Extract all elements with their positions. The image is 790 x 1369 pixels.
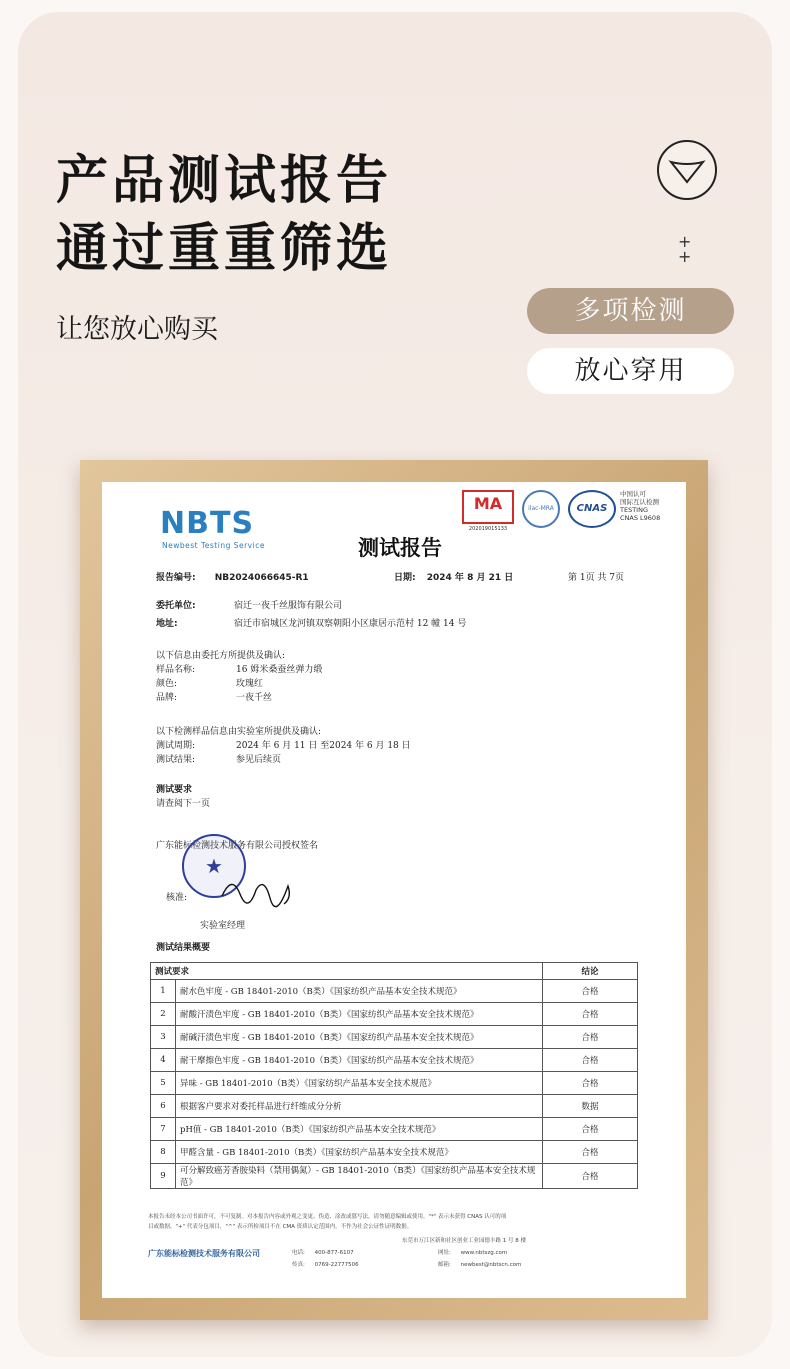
sparkle-icon: + <box>678 247 692 266</box>
approver-title: 实验室经理 <box>200 921 246 931</box>
row-conclusion: 合格 <box>543 980 638 1003</box>
cma-certification-icon: MA <box>462 490 514 524</box>
table-header-row <box>151 963 638 980</box>
row-conclusion: 合格 <box>543 1026 638 1049</box>
lab-info-intro: 以下检测样品信息由实验室所提供及确认: <box>156 727 322 737</box>
column-header-conclusion: 结论 <box>543 963 638 980</box>
footer-tel: 电话: 400-877-6107 <box>292 1250 354 1256</box>
row-conclusion: 合格 <box>543 1049 638 1072</box>
brand-row: 品牌: 一夜千丝 <box>156 693 273 703</box>
row-conclusion: 合格 <box>543 1003 638 1026</box>
footnote-line2: 目或数据，"+" 代表分包项目，"^" 表示所检项目不在 CMA 资质认定范围内，不作为社会公证性证明数据。 <box>148 1224 413 1230</box>
requirements-text: 请查阅下一页 <box>156 799 211 809</box>
client-row: 委托单位: 宿迁一夜千丝服饰有限公司 <box>156 601 343 611</box>
handwritten-signature <box>218 868 298 908</box>
table-row <box>151 1095 638 1118</box>
headline-line1: 产品测试报告 <box>56 151 393 211</box>
test-report-document <box>102 482 686 1298</box>
authorized-signature-text: 广东能标检测技术服务有限公司授权签名 <box>156 841 319 851</box>
subheadline: 让您放心购买 <box>56 314 218 345</box>
report-title: 测试报告 <box>358 536 442 560</box>
test-result-row: 测试结果: 参见后续页 <box>156 755 282 765</box>
footer-address: 东莞市万江区新和社区创业工业园德丰路 1 号 8 楼 <box>402 1238 526 1244</box>
badge-wear-assured: 放心穿用 <box>527 348 734 394</box>
row-conclusion: 数据 <box>543 1095 638 1118</box>
row-conclusion: 合格 <box>543 1164 638 1189</box>
table-row <box>151 1164 638 1189</box>
row-requirement: 根据客户要求对委托样品进行纤维成分分析 <box>176 1095 543 1118</box>
table-row <box>151 1072 638 1095</box>
ilac-mra-icon: ilac-MRA <box>522 490 560 528</box>
footer-email: 邮箱: newbest@nbtscn.com <box>438 1262 522 1268</box>
row-number: 8 <box>151 1141 176 1164</box>
official-seal-icon: ★ <box>182 834 246 898</box>
table-row <box>151 1049 638 1072</box>
report-number-row: 报告编号: NB2024066645-R1 <box>156 573 309 583</box>
table-row <box>151 1118 638 1141</box>
row-number: 3 <box>151 1026 176 1049</box>
page-info: 第 1页 共 7页 <box>568 573 625 583</box>
brand-logo-icon <box>657 140 717 200</box>
footer-fax: 传真: 0769-22777506 <box>292 1262 359 1268</box>
headline-line2: 通过重重筛选 <box>56 219 393 279</box>
row-requirement: 耐酸汗渍色牢度 - GB 18401-2010（B类）《国家纺织产品基本安全技术规范》 <box>176 1003 543 1026</box>
approver-label: 核准: <box>166 893 188 903</box>
row-number: 4 <box>151 1049 176 1072</box>
sample-name-row: 样品名称: 16 姆米桑蚕丝弹力缎 <box>156 665 323 675</box>
table-row <box>151 1003 638 1026</box>
results-table <box>150 962 638 1189</box>
row-requirement: 耐碱汗渍色牢度 - GB 18401-2010（B类）《国家纺织产品基本安全技术规范》 <box>176 1026 543 1049</box>
footnote-line1: 本报告未经本公司书面许可，不可复制。对本报告内容或外观之变更、伪造、涂改或篡写法，请勿随意编辑或使用。"*" 表示未获得 CNAS 认可的项 <box>148 1214 507 1220</box>
row-number: 6 <box>151 1095 176 1118</box>
row-conclusion: 合格 <box>543 1141 638 1164</box>
table-row <box>151 980 638 1003</box>
row-number: 7 <box>151 1118 176 1141</box>
requirements-heading: 测试要求 <box>156 785 193 795</box>
row-requirement: 异味 - GB 18401-2010（B类）《国家纺织产品基本安全技术规范》 <box>176 1072 543 1095</box>
row-number: 5 <box>151 1072 176 1095</box>
badge-multi-test: 多项检测 <box>527 288 734 334</box>
address-row: 地址: 宿迁市宿城区龙河镇双察朝阳小区康居示范村 12 幢 14 号 <box>156 619 467 629</box>
footer-company: 广东能标检测技术服务有限公司 <box>148 1249 260 1258</box>
row-requirement: 可分解致癌芳香胺染料（禁用偶氮）- GB 18401-2010（B类）《国家纺织产品基本安全技术规范》 <box>176 1164 543 1189</box>
footer-web: 网址: www.nbtszg.com <box>438 1250 508 1256</box>
lab-logo-subtitle: Newbest Testing Service <box>162 541 265 550</box>
row-number: 2 <box>151 1003 176 1026</box>
table-row <box>151 1141 638 1164</box>
cma-number: 202019015133 <box>468 526 508 532</box>
row-number: 1 <box>151 980 176 1003</box>
row-requirement: 甲醛含量 - GB 18401-2010（B类）《国家纺织产品基本安全技术规范》 <box>176 1141 543 1164</box>
client-info-intro: 以下信息由委托方所提供及确认: <box>156 651 286 661</box>
sparkle-icon: + <box>678 232 692 251</box>
row-conclusion: 合格 <box>543 1118 638 1141</box>
row-requirement: 耐水色牢度 - GB 18401-2010（B类）《国家纺织产品基本安全技术规范》 <box>176 980 543 1003</box>
color-row: 颜色: 玫瑰红 <box>156 679 264 689</box>
column-header-requirement: 测试要求 <box>151 963 543 980</box>
row-number: 9 <box>151 1164 176 1189</box>
summary-heading: 测试结果概要 <box>156 943 211 953</box>
table-row <box>151 1026 638 1049</box>
lab-logo: NBTS <box>160 506 255 541</box>
row-requirement: pH值 - GB 18401-2010（B类）《国家纺织产品基本安全技术规范》 <box>176 1118 543 1141</box>
cnas-icon: CNAS <box>568 490 616 528</box>
row-conclusion: 合格 <box>543 1072 638 1095</box>
test-period-row: 测试周期: 2024 年 6 月 11 日 至2024 年 6 月 18 日 <box>156 741 411 751</box>
row-requirement: 耐干摩擦色牢度 - GB 18401-2010（B类）《国家纺织产品基本安全技术规范》 <box>176 1049 543 1072</box>
report-date-row: 日期: 2024 年 8 月 21 日 <box>394 573 514 583</box>
cnas-accreditation-text: 中国认可 国际互认检测 TESTING CNAS L9608 <box>620 490 661 522</box>
